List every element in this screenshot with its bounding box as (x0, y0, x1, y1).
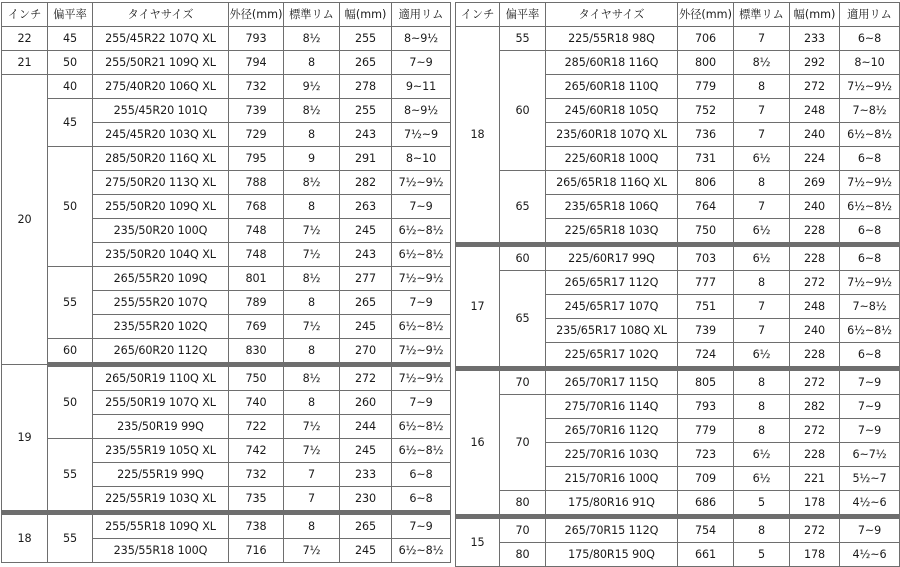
size-cell: 255/55R20 107Q (93, 291, 229, 315)
app-rim-cell: 4½~6 (840, 491, 900, 517)
diameter-cell: 686 (678, 491, 734, 517)
header-aspect: 偏平率 (48, 3, 93, 27)
app-rim-cell: 7~9 (840, 419, 900, 443)
width-cell: 245 (340, 539, 392, 563)
size-cell: 215/70R16 100Q (546, 467, 678, 491)
size-cell: 235/55R18 100Q (93, 539, 229, 563)
app-rim-cell: 8~10 (840, 51, 900, 75)
table-header-row (2, 3, 451, 27)
diameter-cell: 716 (229, 539, 284, 563)
table-row (2, 51, 451, 75)
diameter-cell: 793 (678, 395, 734, 419)
std-rim-cell: 7½ (284, 415, 340, 439)
width-cell: 240 (790, 319, 840, 343)
size-cell: 245/60R18 105Q (546, 99, 678, 123)
diameter-cell: 729 (229, 123, 284, 147)
diameter-cell: 764 (678, 195, 734, 219)
app-rim-cell: 8~9½ (392, 27, 451, 51)
app-rim-cell: 7½~9½ (392, 339, 451, 365)
width-cell: 228 (790, 443, 840, 467)
std-rim-cell: 8½ (284, 27, 340, 51)
width-cell: 228 (790, 219, 840, 245)
diameter-cell: 769 (229, 315, 284, 339)
std-rim-cell: 8½ (284, 365, 340, 391)
app-rim-cell: 6~7½ (840, 443, 900, 467)
diameter-cell: 750 (229, 365, 284, 391)
size-cell: 235/55R20 102Q (93, 315, 229, 339)
header-size: タイヤサイズ (546, 3, 678, 27)
size-cell: 265/70R15 112Q (546, 517, 678, 543)
diameter-cell: 750 (678, 219, 734, 245)
app-rim-cell: 6~8 (840, 27, 900, 51)
std-rim-cell: 8 (734, 271, 790, 295)
size-cell: 275/70R16 114Q (546, 395, 678, 419)
width-cell: 263 (340, 195, 392, 219)
app-rim-cell: 6½~8½ (392, 243, 451, 267)
aspect-cell: 45 (48, 99, 93, 147)
inch-cell: 20 (2, 75, 48, 365)
std-rim-cell: 7 (734, 195, 790, 219)
app-rim-cell: 7~9 (840, 395, 900, 419)
tire-table-left (1, 2, 451, 563)
app-rim-cell: 6½~8½ (840, 319, 900, 343)
size-cell: 285/60R18 116Q (546, 51, 678, 75)
header-diameter: 外径(mm) (678, 3, 734, 27)
aspect-cell: 60 (500, 51, 546, 171)
diameter-cell: 748 (229, 219, 284, 243)
inch-cell: 18 (456, 27, 500, 245)
diameter-cell: 777 (678, 271, 734, 295)
app-rim-cell: 7½~9½ (840, 75, 900, 99)
app-rim-cell: 6½~8½ (392, 219, 451, 243)
diameter-cell: 740 (229, 391, 284, 415)
std-rim-cell: 8 (284, 291, 340, 315)
table-row (2, 99, 451, 123)
header-app-rim: 適用リム (392, 3, 451, 27)
std-rim-cell: 7 (734, 295, 790, 319)
app-rim-cell: 7~8½ (840, 99, 900, 123)
std-rim-cell: 8 (284, 339, 340, 365)
size-cell: 225/55R19 99Q (93, 463, 229, 487)
width-cell: 224 (790, 147, 840, 171)
std-rim-cell: 7½ (284, 539, 340, 563)
app-rim-cell: 5½~7 (840, 467, 900, 491)
app-rim-cell: 7½~9½ (392, 171, 451, 195)
size-cell: 235/50R19 99Q (93, 415, 229, 439)
diameter-cell: 742 (229, 439, 284, 463)
aspect-cell: 40 (48, 75, 93, 99)
diameter-cell: 752 (678, 99, 734, 123)
header-inch: インチ (2, 3, 48, 27)
std-rim-cell: 8 (734, 171, 790, 195)
diameter-cell: 732 (229, 75, 284, 99)
std-rim-cell: 6½ (734, 443, 790, 467)
std-rim-cell: 8 (734, 419, 790, 443)
diameter-cell: 723 (678, 443, 734, 467)
aspect-cell: 60 (500, 245, 546, 271)
size-cell: 225/55R19 103Q XL (93, 487, 229, 513)
diameter-cell: 779 (678, 75, 734, 99)
app-rim-cell: 7~9 (392, 513, 451, 539)
width-cell: 272 (340, 365, 392, 391)
width-cell: 178 (790, 543, 840, 567)
width-cell: 244 (340, 415, 392, 439)
table-header-row (456, 3, 900, 27)
width-cell: 272 (790, 419, 840, 443)
width-cell: 248 (790, 99, 840, 123)
table-row (456, 271, 900, 295)
diameter-cell: 706 (678, 27, 734, 51)
width-cell: 245 (340, 315, 392, 339)
std-rim-cell: 8½ (284, 99, 340, 123)
table-row (456, 395, 900, 419)
aspect-cell: 65 (500, 171, 546, 245)
diameter-cell: 739 (678, 319, 734, 343)
diameter-cell: 709 (678, 467, 734, 491)
std-rim-cell: 7 (734, 123, 790, 147)
aspect-cell: 50 (48, 365, 93, 439)
aspect-cell: 55 (48, 267, 93, 339)
std-rim-cell: 7 (734, 99, 790, 123)
size-cell: 285/50R20 116Q XL (93, 147, 229, 171)
width-cell: 270 (340, 339, 392, 365)
diameter-cell: 736 (678, 123, 734, 147)
std-rim-cell: 8½ (284, 267, 340, 291)
std-rim-cell: 8 (284, 51, 340, 75)
table-row (456, 171, 900, 195)
std-rim-cell: 8 (734, 75, 790, 99)
diameter-cell: 703 (678, 245, 734, 271)
app-rim-cell: 6~8 (392, 487, 451, 513)
width-cell: 245 (340, 439, 392, 463)
aspect-cell: 65 (500, 271, 546, 369)
diameter-cell: 830 (229, 339, 284, 365)
app-rim-cell: 9~11 (392, 75, 451, 99)
size-cell: 235/65R18 106Q (546, 195, 678, 219)
inch-cell: 19 (2, 365, 48, 513)
std-rim-cell: 7½ (284, 439, 340, 463)
diameter-cell: 768 (229, 195, 284, 219)
std-rim-cell: 7 (284, 463, 340, 487)
width-cell: 240 (790, 195, 840, 219)
app-rim-cell: 6~8 (840, 147, 900, 171)
diameter-cell: 754 (678, 517, 734, 543)
table-row (2, 147, 451, 171)
std-rim-cell: 5 (734, 543, 790, 567)
app-rim-cell: 7½~9½ (392, 365, 451, 391)
table-row (456, 491, 900, 517)
width-cell: 178 (790, 491, 840, 517)
app-rim-cell: 7~9 (392, 291, 451, 315)
width-cell: 243 (340, 243, 392, 267)
aspect-cell: 80 (500, 491, 546, 517)
width-cell: 277 (340, 267, 392, 291)
app-rim-cell: 7~9 (392, 51, 451, 75)
diameter-cell: 806 (678, 171, 734, 195)
header-inch: インチ (456, 3, 500, 27)
app-rim-cell: 7~9 (392, 391, 451, 415)
header-app-rim: 適用リム (840, 3, 900, 27)
app-rim-cell: 7½~9½ (840, 271, 900, 295)
size-cell: 235/50R20 100Q (93, 219, 229, 243)
diameter-cell: 805 (678, 369, 734, 395)
aspect-cell: 50 (48, 147, 93, 267)
width-cell: 245 (340, 219, 392, 243)
app-rim-cell: 6~8 (840, 219, 900, 245)
diameter-cell: 748 (229, 243, 284, 267)
std-rim-cell: 7½ (284, 243, 340, 267)
table-row (2, 339, 451, 365)
inch-cell: 16 (456, 369, 500, 517)
diameter-cell: 722 (229, 415, 284, 439)
diameter-cell: 794 (229, 51, 284, 75)
size-cell: 265/60R20 112Q (93, 339, 229, 365)
header-std-rim: 標準リム (734, 3, 790, 27)
aspect-cell: 80 (500, 543, 546, 567)
size-cell: 255/55R18 109Q XL (93, 513, 229, 539)
size-cell: 275/50R20 113Q XL (93, 171, 229, 195)
width-cell: 248 (790, 295, 840, 319)
diameter-cell: 731 (678, 147, 734, 171)
std-rim-cell: 8 (284, 123, 340, 147)
std-rim-cell: 9½ (284, 75, 340, 99)
header-diameter: 外径(mm) (229, 3, 284, 27)
std-rim-cell: 7 (734, 319, 790, 343)
width-cell: 278 (340, 75, 392, 99)
width-cell: 233 (340, 463, 392, 487)
diameter-cell: 738 (229, 513, 284, 539)
app-rim-cell: 7~9 (840, 369, 900, 395)
width-cell: 269 (790, 171, 840, 195)
width-cell: 265 (340, 513, 392, 539)
app-rim-cell: 6½~8½ (392, 415, 451, 439)
size-cell: 255/50R21 109Q XL (93, 51, 229, 75)
width-cell: 260 (340, 391, 392, 415)
size-cell: 265/65R18 116Q XL (546, 171, 678, 195)
size-cell: 255/45R20 101Q (93, 99, 229, 123)
size-cell: 265/70R17 115Q (546, 369, 678, 395)
width-cell: 272 (790, 75, 840, 99)
inch-cell: 22 (2, 27, 48, 51)
size-cell: 235/65R17 108Q XL (546, 319, 678, 343)
aspect-cell: 70 (500, 369, 546, 395)
diameter-cell: 800 (678, 51, 734, 75)
diameter-cell: 789 (229, 291, 284, 315)
std-rim-cell: 6½ (734, 343, 790, 369)
app-rim-cell: 8~10 (392, 147, 451, 171)
header-width: 幅(mm) (790, 3, 840, 27)
app-rim-cell: 7~8½ (840, 295, 900, 319)
table-row (2, 513, 451, 539)
app-rim-cell: 8~9½ (392, 99, 451, 123)
size-cell: 265/50R19 110Q XL (93, 365, 229, 391)
size-cell: 265/55R20 109Q (93, 267, 229, 291)
size-cell: 245/45R20 103Q XL (93, 123, 229, 147)
header-size: タイヤサイズ (93, 3, 229, 27)
std-rim-cell: 8 (734, 369, 790, 395)
app-rim-cell: 6½~8½ (392, 439, 451, 463)
width-cell: 292 (790, 51, 840, 75)
size-cell: 225/60R18 100Q (546, 147, 678, 171)
header-aspect: 偏平率 (500, 3, 546, 27)
aspect-cell: 55 (500, 27, 546, 51)
app-rim-cell: 6½~8½ (840, 123, 900, 147)
size-cell: 255/50R20 109Q XL (93, 195, 229, 219)
size-cell: 225/70R16 103Q (546, 443, 678, 467)
width-cell: 265 (340, 51, 392, 75)
width-cell: 272 (790, 271, 840, 295)
app-rim-cell: 6~8 (392, 463, 451, 487)
std-rim-cell: 8 (284, 195, 340, 219)
diameter-cell: 793 (229, 27, 284, 51)
size-cell: 225/60R17 99Q (546, 245, 678, 271)
table-row (2, 267, 451, 291)
width-cell: 243 (340, 123, 392, 147)
diameter-cell: 779 (678, 419, 734, 443)
diameter-cell: 788 (229, 171, 284, 195)
table-row (456, 517, 900, 543)
size-cell: 265/60R18 110Q (546, 75, 678, 99)
width-cell: 233 (790, 27, 840, 51)
header-width: 幅(mm) (340, 3, 392, 27)
std-rim-cell: 6½ (734, 147, 790, 171)
size-cell: 265/70R16 112Q (546, 419, 678, 443)
app-rim-cell: 7½~9½ (840, 171, 900, 195)
std-rim-cell: 8½ (734, 51, 790, 75)
size-cell: 235/60R18 107Q XL (546, 123, 678, 147)
aspect-cell: 50 (48, 51, 93, 75)
table-row (456, 51, 900, 75)
width-cell: 240 (790, 123, 840, 147)
width-cell: 255 (340, 27, 392, 51)
table-row (2, 27, 451, 51)
size-cell: 235/50R20 104Q XL (93, 243, 229, 267)
table-row (2, 75, 451, 99)
std-rim-cell: 7 (734, 27, 790, 51)
table-row (456, 27, 900, 51)
size-cell: 255/50R19 107Q XL (93, 391, 229, 415)
diameter-cell: 735 (229, 487, 284, 513)
size-cell: 225/55R18 98Q (546, 27, 678, 51)
width-cell: 291 (340, 147, 392, 171)
size-cell: 175/80R16 91Q (546, 491, 678, 517)
size-cell: 225/65R18 103Q (546, 219, 678, 245)
app-rim-cell: 6~8 (840, 343, 900, 369)
std-rim-cell: 5 (734, 491, 790, 517)
app-rim-cell: 6½~8½ (840, 195, 900, 219)
app-rim-cell: 7½~9 (392, 123, 451, 147)
inch-cell: 21 (2, 51, 48, 75)
aspect-cell: 45 (48, 27, 93, 51)
std-rim-cell: 6½ (734, 245, 790, 271)
size-cell: 235/55R19 105Q XL (93, 439, 229, 463)
size-cell: 245/65R17 107Q (546, 295, 678, 319)
table-row (456, 245, 900, 271)
aspect-cell: 70 (500, 395, 546, 491)
inch-cell: 15 (456, 517, 500, 567)
std-rim-cell: 8½ (284, 171, 340, 195)
std-rim-cell: 7½ (284, 219, 340, 243)
app-rim-cell: 7½~9½ (392, 267, 451, 291)
diameter-cell: 661 (678, 543, 734, 567)
std-rim-cell: 7½ (284, 315, 340, 339)
width-cell: 265 (340, 291, 392, 315)
width-cell: 282 (790, 395, 840, 419)
aspect-cell: 55 (48, 439, 93, 513)
table-row (2, 365, 451, 391)
size-cell: 265/65R17 112Q (546, 271, 678, 295)
width-cell: 282 (340, 171, 392, 195)
std-rim-cell: 8 (734, 517, 790, 543)
size-cell: 225/65R17 102Q (546, 343, 678, 369)
width-cell: 228 (790, 343, 840, 369)
diameter-cell: 751 (678, 295, 734, 319)
aspect-cell: 70 (500, 517, 546, 543)
size-cell: 175/80R15 90Q (546, 543, 678, 567)
tire-table-right (455, 2, 900, 567)
diameter-cell: 724 (678, 343, 734, 369)
table-row (456, 543, 900, 567)
std-rim-cell: 6½ (734, 219, 790, 245)
width-cell: 272 (790, 517, 840, 543)
table-row (456, 369, 900, 395)
size-cell: 275/40R20 106Q XL (93, 75, 229, 99)
inch-cell: 18 (2, 513, 48, 563)
size-cell: 255/45R22 107Q XL (93, 27, 229, 51)
width-cell: 272 (790, 369, 840, 395)
header-std-rim: 標準リム (284, 3, 340, 27)
width-cell: 255 (340, 99, 392, 123)
std-rim-cell: 8 (284, 513, 340, 539)
app-rim-cell: 6~8 (840, 245, 900, 271)
app-rim-cell: 7~9 (392, 195, 451, 219)
aspect-cell: 55 (48, 513, 93, 563)
std-rim-cell: 7 (284, 487, 340, 513)
table-row (2, 439, 451, 463)
std-rim-cell: 9 (284, 147, 340, 171)
std-rim-cell: 8 (284, 391, 340, 415)
aspect-cell: 60 (48, 339, 93, 365)
width-cell: 221 (790, 467, 840, 491)
app-rim-cell: 4½~6 (840, 543, 900, 567)
app-rim-cell: 7~9 (840, 517, 900, 543)
width-cell: 228 (790, 245, 840, 271)
inch-cell: 17 (456, 245, 500, 369)
width-cell: 230 (340, 487, 392, 513)
app-rim-cell: 6½~8½ (392, 315, 451, 339)
diameter-cell: 795 (229, 147, 284, 171)
std-rim-cell: 6½ (734, 467, 790, 491)
app-rim-cell: 6½~8½ (392, 539, 451, 563)
diameter-cell: 739 (229, 99, 284, 123)
std-rim-cell: 8 (734, 395, 790, 419)
diameter-cell: 801 (229, 267, 284, 291)
diameter-cell: 732 (229, 463, 284, 487)
